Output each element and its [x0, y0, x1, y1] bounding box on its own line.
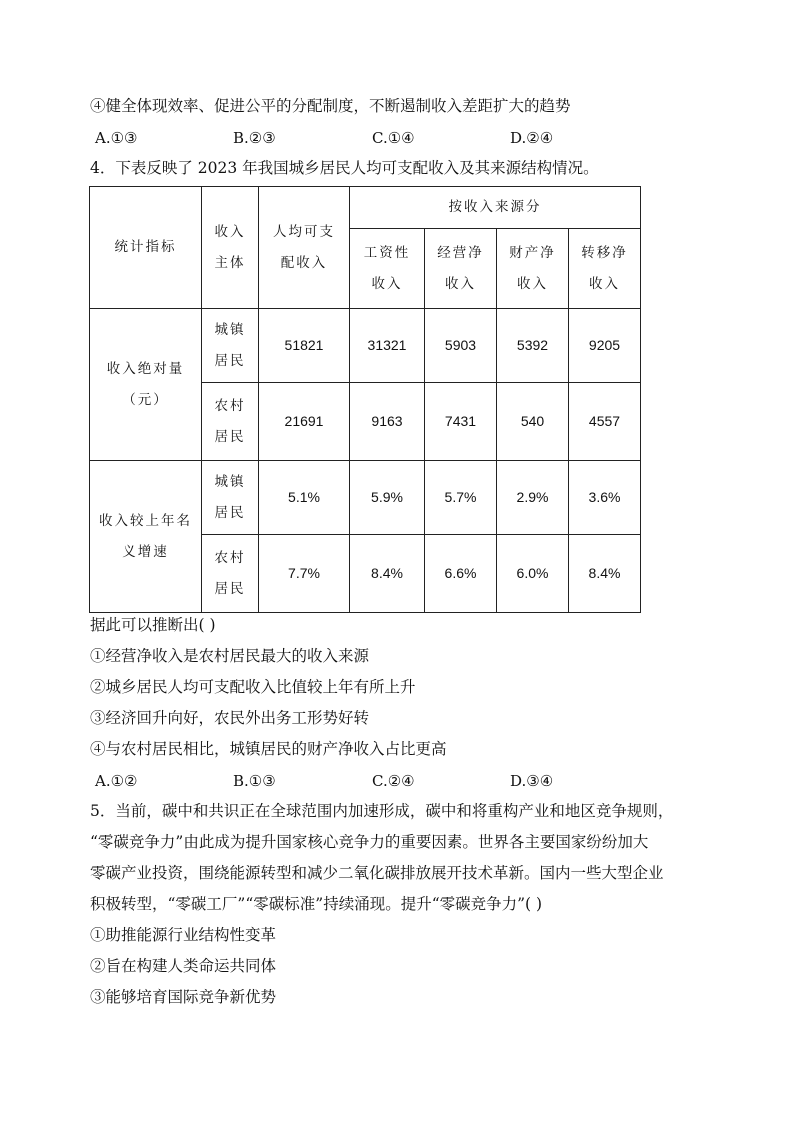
subject-urban: 城镇 居民: [202, 461, 259, 535]
q3-statement-4: ④健全体现效率、促进公平的分配制度，不断遏制收入差距扩大的趋势: [90, 97, 571, 115]
table-cell: 4557: [569, 383, 641, 461]
table-cell: 5903: [425, 309, 497, 383]
q3-option-a[interactable]: A.①③: [95, 129, 138, 147]
table-cell: 6.6%: [425, 535, 497, 613]
q4-option-b[interactable]: B.①③: [233, 772, 276, 790]
table-cell: 9163: [350, 383, 425, 461]
q5-statement-3: ③能够培育国际竞争新优势: [90, 988, 277, 1006]
subject-rural: 农村 居民: [202, 383, 259, 461]
q3-option-b[interactable]: B.②③: [233, 129, 276, 147]
q3-option-c[interactable]: C.①④: [372, 129, 415, 147]
header-property-income: 财产净 收入: [497, 229, 569, 309]
header-disposable-income: 人均可支 配收入: [259, 187, 350, 309]
header-wage-income: 工资性 收入: [350, 229, 425, 309]
header-transfer-income: 转移净 收入: [569, 229, 641, 309]
q3-option-d[interactable]: D.②④: [510, 129, 554, 147]
table-cell: 6.0%: [497, 535, 569, 613]
q4-option-d[interactable]: D.③④: [510, 772, 554, 790]
table-row-abs-urban: [90, 309, 641, 383]
table-cell: 3.6%: [569, 461, 641, 535]
table-cell: 5.1%: [259, 461, 350, 535]
table-cell: 9205: [569, 309, 641, 383]
table-cell: 21691: [259, 383, 350, 461]
subject-rural: 农村 居民: [202, 535, 259, 613]
table-cell: 8.4%: [569, 535, 641, 613]
q4-statement-2: ②城乡居民人均可支配收入比值较上年有所上升: [90, 678, 416, 696]
table-cell: 31321: [350, 309, 425, 383]
group-absolute: 收入绝对量 （元）: [90, 309, 202, 461]
table-cell: 5.9%: [350, 461, 425, 535]
header-indicator: 统计指标: [90, 187, 202, 309]
table-cell: 540: [497, 383, 569, 461]
q4-statement-3: ③经济回升向好，农民外出务工形势好转: [90, 709, 370, 727]
table-cell: 5.7%: [425, 461, 497, 535]
q5-stem-line-1: 5．当前，碳中和共识正在全球范围内加速形成，碳中和将重构产业和地区竞争规则，: [90, 802, 674, 820]
header-subject: 收入 主体: [202, 187, 259, 309]
q5-stem-line-3: 零碳产业投资，围绕能源转型和减少二氧化碳排放展开技术革新。国内一些大型企业: [90, 864, 664, 882]
q5-statement-2: ②旨在构建人类命运共同体: [90, 957, 277, 975]
q5-stem-line-2: “零碳竞争力”由此成为提升国家核心竞争力的重要因素。世界各主要国家纷纷加大: [90, 833, 649, 851]
table-cell: 7431: [425, 383, 497, 461]
q4-stem: 4．下表反映了 2023 年我国城乡居民人均可支配收入及其来源结构情况。: [90, 159, 599, 177]
income-table: [89, 186, 641, 613]
q5-statement-1: ①助推能源行业结构性变革: [90, 926, 277, 944]
subject-urban: 城镇 居民: [202, 309, 259, 383]
q4-option-c[interactable]: C.②④: [372, 772, 415, 790]
table-cell: 8.4%: [350, 535, 425, 613]
table-row-growth-urban: [90, 461, 641, 535]
header-by-source: 按收入来源分: [350, 187, 641, 229]
q4-statement-1: ①经营净收入是农村居民最大的收入来源: [90, 647, 370, 665]
table-cell: 51821: [259, 309, 350, 383]
header-business-income: 经营净 收入: [425, 229, 497, 309]
q4-prompt: 据此可以推断出( ): [90, 616, 216, 634]
table-cell: 5392: [497, 309, 569, 383]
table-cell: 2.9%: [497, 461, 569, 535]
q4-statement-4: ④与农村居民相比，城镇居民的财产净收入占比更高: [90, 740, 447, 758]
q5-stem-line-4: 积极转型，“零碳工厂”“零碳标准”持续涌现。提升“零碳竞争力”( ): [90, 895, 543, 913]
q4-option-a[interactable]: A.①②: [95, 772, 138, 790]
group-growth: 收入较上年名 义增速: [90, 461, 202, 613]
table-cell: 7.7%: [259, 535, 350, 613]
